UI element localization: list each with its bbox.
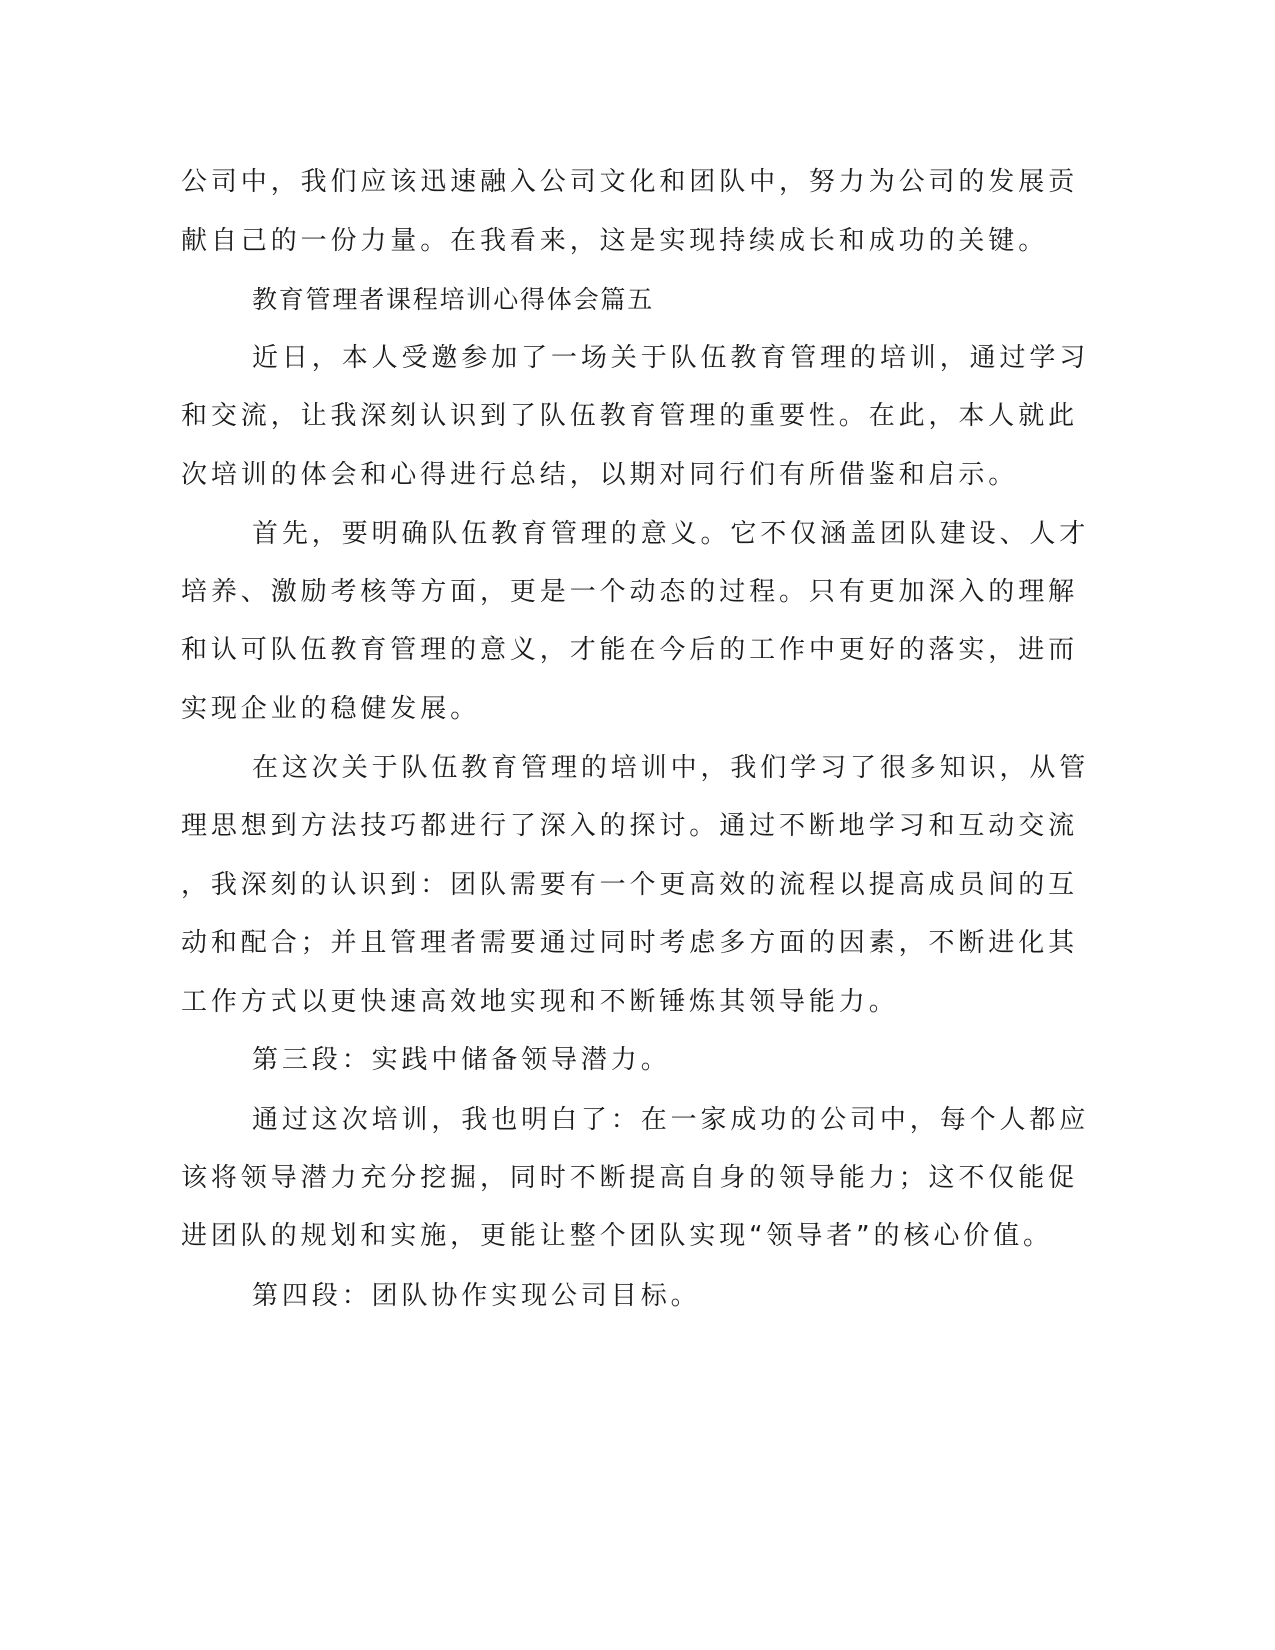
text-line: 该将领导潜力充分挖掘，同时不断提高自身的领导能力；这不仅能促 [181, 1163, 1079, 1193]
text-line: 培养、激励考核等方面，更是一个动态的过程。只有更加深入的理解 [181, 577, 1079, 607]
text-line: 工作方式以更快速高效地实现和不断锤炼其领导能力。 [181, 987, 899, 1017]
text-line: 在这次关于队伍教育管理的培训中，我们学习了很多知识，从管 [252, 753, 1090, 783]
text-line: 首先，要明确队伍教育管理的意义。它不仅涵盖团队建设、人才 [252, 519, 1090, 549]
text-line: 和交流，让我深刻认识到了队伍教育管理的重要性。在此，本人就此 [181, 401, 1079, 431]
text-line: 近日，本人受邀参加了一场关于队伍教育管理的培训，通过学习 [252, 343, 1090, 373]
text-line: 次培训的体会和心得进行总结，以期对同行们有所借鉴和启示。 [181, 460, 1019, 490]
text-line: 进团队的规划和实施，更能让整个团队实现“领导者”的核心价值。 [181, 1221, 1053, 1251]
text-line: 和认可队伍教育管理的意义，才能在今后的工作中更好的落实，进而 [181, 635, 1079, 665]
text-line: 实现企业的稳健发展。 [181, 694, 481, 724]
text-line: 公司中，我们应该迅速融入公司文化和团队中，努力为公司的发展贡 [181, 167, 1079, 197]
text-line: 理思想到方法技巧都进行了深入的探讨。通过不断地学习和互动交流 [181, 811, 1079, 841]
text-line: 通过这次培训，我也明白了：在一家成功的公司中，每个人都应 [252, 1105, 1090, 1135]
text-line: 动和配合；并且管理者需要通过同时考虑多方面的因素，不断进化其 [181, 928, 1079, 958]
text-line: 献自己的一份力量。在我看来，这是实现持续成长和成功的关键。 [181, 226, 1049, 256]
section-heading: 第三段：实践中储备领导潜力。 [252, 1045, 671, 1075]
section-heading: 教育管理者课程培训心得体会篇五 [252, 285, 655, 314]
text-line: ，我深刻的认识到：团队需要有一个更高效的流程以提高成员间的互 [181, 870, 1079, 900]
section-heading: 第四段：团队协作实现公司目标。 [252, 1281, 701, 1311]
